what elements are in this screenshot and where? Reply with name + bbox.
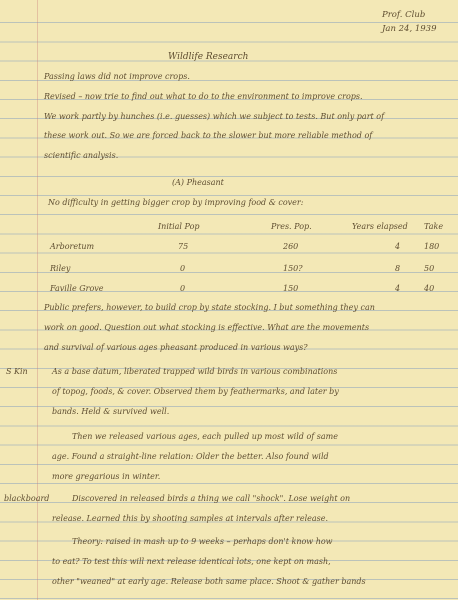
corner-note-date: Jan 24, 1939 — [382, 24, 437, 34]
margin-note-blackboard: blackboard — [4, 494, 50, 503]
skin-line-3: bands. Held & survived well. — [52, 407, 170, 416]
table-row-years: 4 — [395, 284, 401, 293]
public-line-3: and survival of various ages pheasant produced in various ways? — [44, 343, 308, 352]
discovered-line-1: Discovered in released birds a thing we call "shock". Lose weight on — [72, 494, 351, 503]
section-heading: (A) Pheasant — [172, 178, 224, 187]
table-row-take: 180 — [424, 242, 440, 251]
released-line-1: Then we released various ages, each pulled up most wild of same — [72, 432, 338, 441]
table-row-name: Faville Grove — [50, 284, 104, 293]
table-row-take: 50 — [424, 264, 435, 273]
page-title: Wildlife Research — [168, 52, 249, 62]
table-row-present: 150 — [283, 284, 299, 293]
intro-line-1: Passing laws did not improve crops. — [44, 72, 190, 81]
table-row-initial: 0 — [180, 264, 186, 273]
intro-line-4: these work out. So we are forced back to the slower but more reliable method of — [44, 131, 373, 140]
table-header-years: Years elapsed — [352, 222, 408, 231]
table-row-name: Riley — [50, 264, 71, 273]
intro-line-2: Revised – now trie to find out what to do to the environment to improve crops. — [44, 92, 363, 101]
table-header-take: Take — [424, 222, 444, 231]
public-line-2: work on good. Question out what stocking is effective. What are the movements — [44, 323, 370, 332]
table-row-present: 260 — [283, 242, 299, 251]
margin-note-skin: S Kin — [6, 367, 28, 376]
table-header-initial: Initial Pop — [158, 222, 200, 231]
table-row-initial: 75 — [178, 242, 189, 251]
released-line-3: more gregarious in winter. — [52, 472, 161, 481]
public-line-1: Public prefers, however, to build crop by state stocking. I but something they can — [44, 303, 375, 312]
released-line-2: age. Found a straight-line relation: Older the better. Also found wild — [52, 452, 329, 461]
table-row-initial: 0 — [180, 284, 186, 293]
section-intro: No difficulty in getting bigger crop by improving food & cover: — [48, 198, 304, 207]
corner-note-club: Prof. Club — [382, 10, 426, 20]
theory-line-3: other "weaned" at early age. Release both same place. Shoot & gather bands — [52, 577, 366, 586]
discovered-line-2: release. Learned this by shooting samples at intervals after release. — [52, 514, 329, 523]
skin-line-1: As a base datum, liberated trapped wild birds in various combinations — [52, 367, 338, 376]
table-row-years: 4 — [395, 242, 401, 251]
margin-rule — [37, 0, 38, 600]
intro-line-5: scientific analysis. — [44, 151, 119, 160]
table-row-present: 150? — [283, 264, 303, 273]
table-header-present: Pres. Pop. — [271, 222, 312, 231]
table-row-name: Arboretum — [50, 242, 95, 251]
table-row-years: 8 — [395, 264, 401, 273]
table-row-take: 40 — [424, 284, 435, 293]
skin-line-2: of topog, foods, & cover. Observed them by feathermarks, and later by — [52, 387, 339, 396]
intro-line-3: We work partly by hunches (i.e. guesses) which we subject to tests. But only part of — [44, 112, 385, 121]
theory-line-1: Theory: raised in mash up to 9 weeks – perhaps don't know how — [72, 537, 333, 546]
theory-line-2: to eat? To test this will next release identical lots, one kept on mash, — [52, 557, 331, 566]
